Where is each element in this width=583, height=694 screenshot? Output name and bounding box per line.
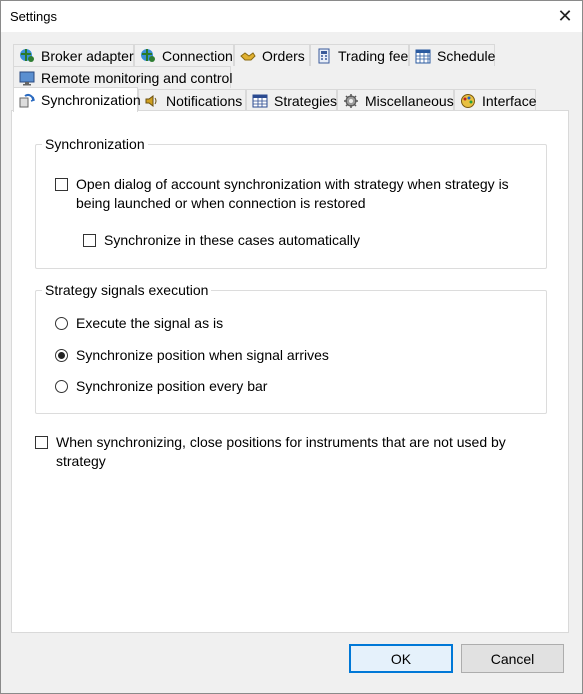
signals-execution-group	[35, 282, 547, 414]
grid-icon	[252, 93, 268, 109]
radio-label: Synchronize position when signal arrives	[76, 347, 329, 363]
title-bar	[1, 1, 582, 32]
close-positions-option[interactable]	[35, 433, 535, 471]
open-dialog-checkbox[interactable]	[55, 178, 68, 191]
tab-label: Schedule	[437, 47, 496, 64]
tab-panel-synchronization	[11, 110, 569, 633]
group-title: Synchronization	[42, 136, 148, 152]
option-execute-as-is[interactable]	[55, 314, 223, 333]
tab-label: Broker adapter	[41, 47, 134, 64]
radio-label: Synchronize position every bar	[76, 378, 268, 394]
group-title: Strategy signals execution	[42, 282, 211, 298]
radio-sync-on-signal[interactable]	[55, 349, 68, 362]
close-positions-label-line1: When synchronizing, close positions for instruments that are not used by	[56, 434, 506, 450]
tab-connection[interactable]	[134, 44, 234, 66]
auto-sync-label: Synchronize in these cases automatically	[104, 232, 361, 248]
tab-broker-adapter[interactable]	[13, 44, 134, 66]
gear-icon	[343, 93, 359, 109]
close-positions-label-line2: strategy	[56, 453, 106, 469]
calendar-grid-icon	[415, 48, 431, 64]
tab-label: Interface	[482, 92, 537, 109]
open-dialog-label	[76, 175, 509, 213]
tab-notifications[interactable]	[138, 89, 246, 111]
open-dialog-option[interactable]	[55, 175, 535, 213]
option-sync-every-bar[interactable]	[55, 377, 267, 396]
open-dialog-label-line2: being launched or when connection is restored	[76, 195, 366, 211]
auto-sync-checkbox[interactable]	[83, 234, 96, 247]
handshake-icon	[240, 48, 256, 64]
tab-interface[interactable]	[454, 89, 536, 111]
radio-sync-every-bar[interactable]	[55, 380, 68, 393]
close-icon[interactable]: ✕	[557, 6, 573, 26]
globe-person-icon	[19, 48, 35, 64]
close-positions-checkbox[interactable]	[35, 436, 48, 449]
palette-icon	[460, 93, 476, 109]
radio-label: Execute the signal as is	[76, 315, 224, 331]
sync-icon	[19, 92, 35, 108]
open-dialog-label-line1: Open dialog of account synchronization with strategy when strategy is	[76, 176, 509, 192]
tab-label: Notifications	[166, 92, 243, 109]
tab-miscellaneous[interactable]	[337, 89, 454, 111]
calculator-icon	[316, 48, 332, 64]
globe-person-icon	[140, 48, 156, 64]
tab-label: Strategies	[274, 92, 338, 109]
synchronization-group	[35, 136, 547, 269]
monitor-icon	[19, 70, 35, 86]
close-positions-label	[56, 433, 506, 471]
tab-trading-fee[interactable]	[310, 44, 409, 66]
auto-sync-option[interactable]	[83, 231, 360, 250]
window-title: Settings	[10, 9, 57, 24]
tab-strategies[interactable]	[246, 89, 337, 111]
speaker-icon	[144, 93, 160, 109]
tab-label: Synchronization	[41, 92, 141, 108]
tab-schedule[interactable]	[409, 44, 495, 66]
tab-label: Orders	[262, 47, 305, 64]
option-sync-on-signal[interactable]	[55, 346, 329, 365]
cancel-button[interactable]: Cancel	[461, 644, 564, 673]
tab-remote-monitoring[interactable]	[13, 66, 231, 88]
tab-label: Trading fee	[338, 47, 409, 64]
radio-execute-as-is[interactable]	[55, 317, 68, 330]
tab-label: Connection	[162, 47, 233, 64]
tab-orders[interactable]	[234, 44, 310, 66]
tab-synchronization[interactable]	[13, 87, 141, 112]
ok-button[interactable]: OK	[349, 644, 453, 673]
tab-label: Miscellaneous	[365, 92, 454, 109]
tab-label: Remote monitoring and control	[41, 69, 233, 86]
